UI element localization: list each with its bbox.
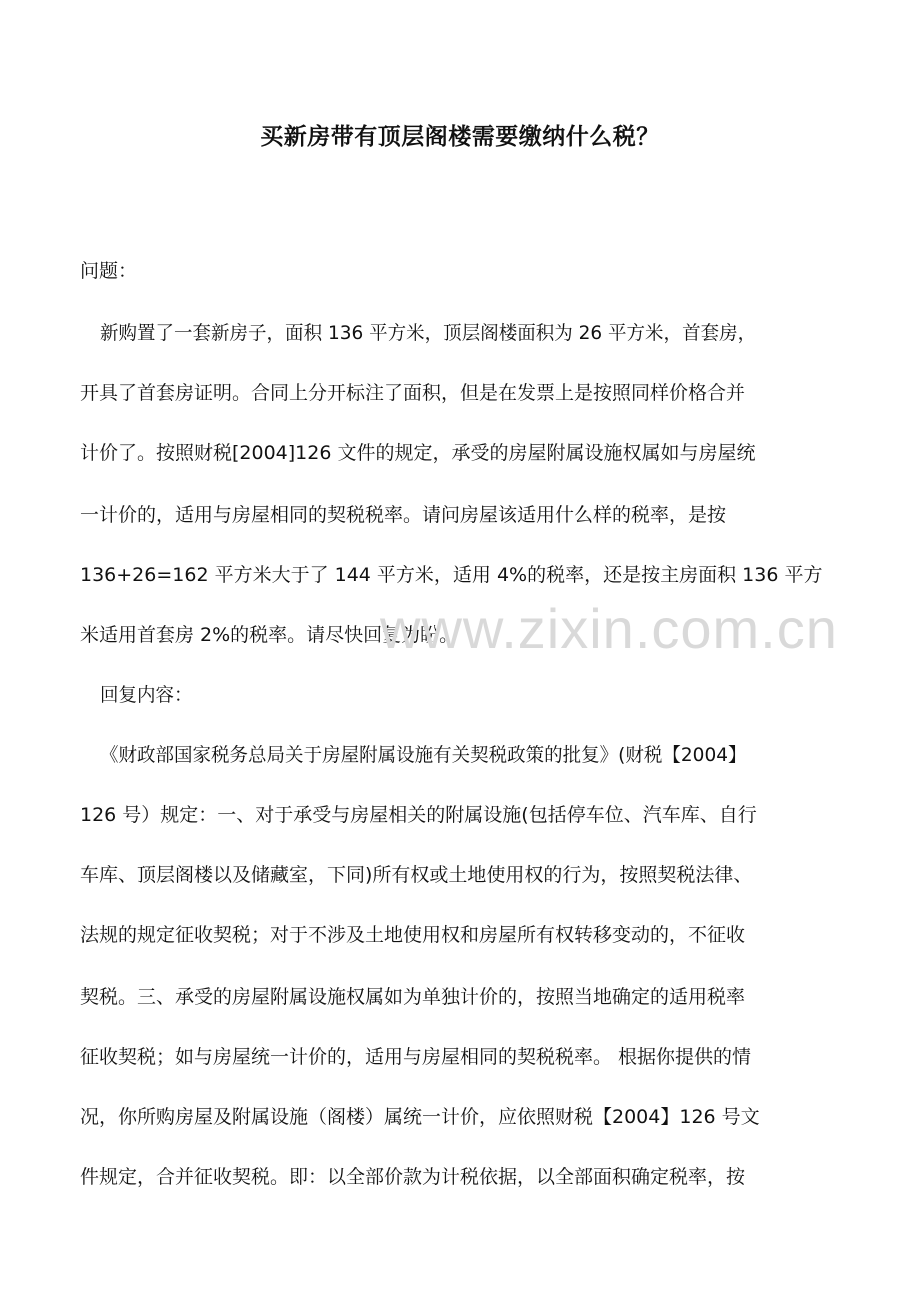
- question-line-3: 计价了。按照财税[2004]126 文件的规定，承受的房屋附属设施权属如与房屋统: [80, 442, 756, 464]
- watermark: www.zixin.com.cn: [380, 597, 838, 660]
- document-title: 买新房带有顶层阁楼需要缴纳什么税？: [260, 123, 660, 150]
- question-line-6: 米适用首套房 2%的税率。请尽快回复为盼。: [80, 624, 459, 646]
- reply-line-8: 件规定，合并征收契税。即：以全部价款为计税依据，以全部面积确定税率，按: [80, 1166, 746, 1188]
- question-line-4: 一计价的，适用与房屋相同的契税税率。请问房屋该适用什么样的税率，是按: [80, 504, 727, 526]
- reply-heading: 回复内容：: [100, 684, 193, 706]
- reply-line-5: 契税。三、承受的房屋附属设施权属如为单独计价的，按照当地确定的适用税率: [80, 986, 746, 1008]
- question-line-2: 开具了首套房证明。合同上分开标注了面积，但是在发票上是按照同样价格合并: [80, 382, 746, 404]
- question-line-1: 新购置了一套新房子，面积 136 平方米，顶层阁楼面积为 26 平方米，首套房，: [100, 322, 757, 344]
- reply-line-3: 车库、顶层阁楼以及储藏室，下同)所有权或土地使用权的行为，按照契税法律、: [80, 864, 753, 886]
- question-line-5: 136+26=162 平方米大于了 144 平方米，适用 4%的税率，还是按主房面积 136 平方: [80, 564, 823, 586]
- reply-line-1: 《财政部国家税务总局关于房屋附属设施有关契税政策的批复》(财税【2004】: [100, 744, 747, 766]
- reply-line-2: 126 号）规定：一、对于承受与房屋相关的附属设施(包括停车位、汽车库、自行: [80, 804, 757, 826]
- reply-line-7: 况，你所购房屋及附属设施（阁楼）属统一计价，应依照财税【2004】126 号文: [80, 1106, 760, 1128]
- reply-line-4: 法规的规定征收契税；对于不涉及土地使用权和房屋所有权转移变动的，不征收: [80, 924, 746, 946]
- reply-line-6: 征收契税；如与房屋统一计价的，适用与房屋相同的契税税率。 根据你提供的情: [80, 1046, 752, 1068]
- question-heading: 问题：: [80, 260, 138, 282]
